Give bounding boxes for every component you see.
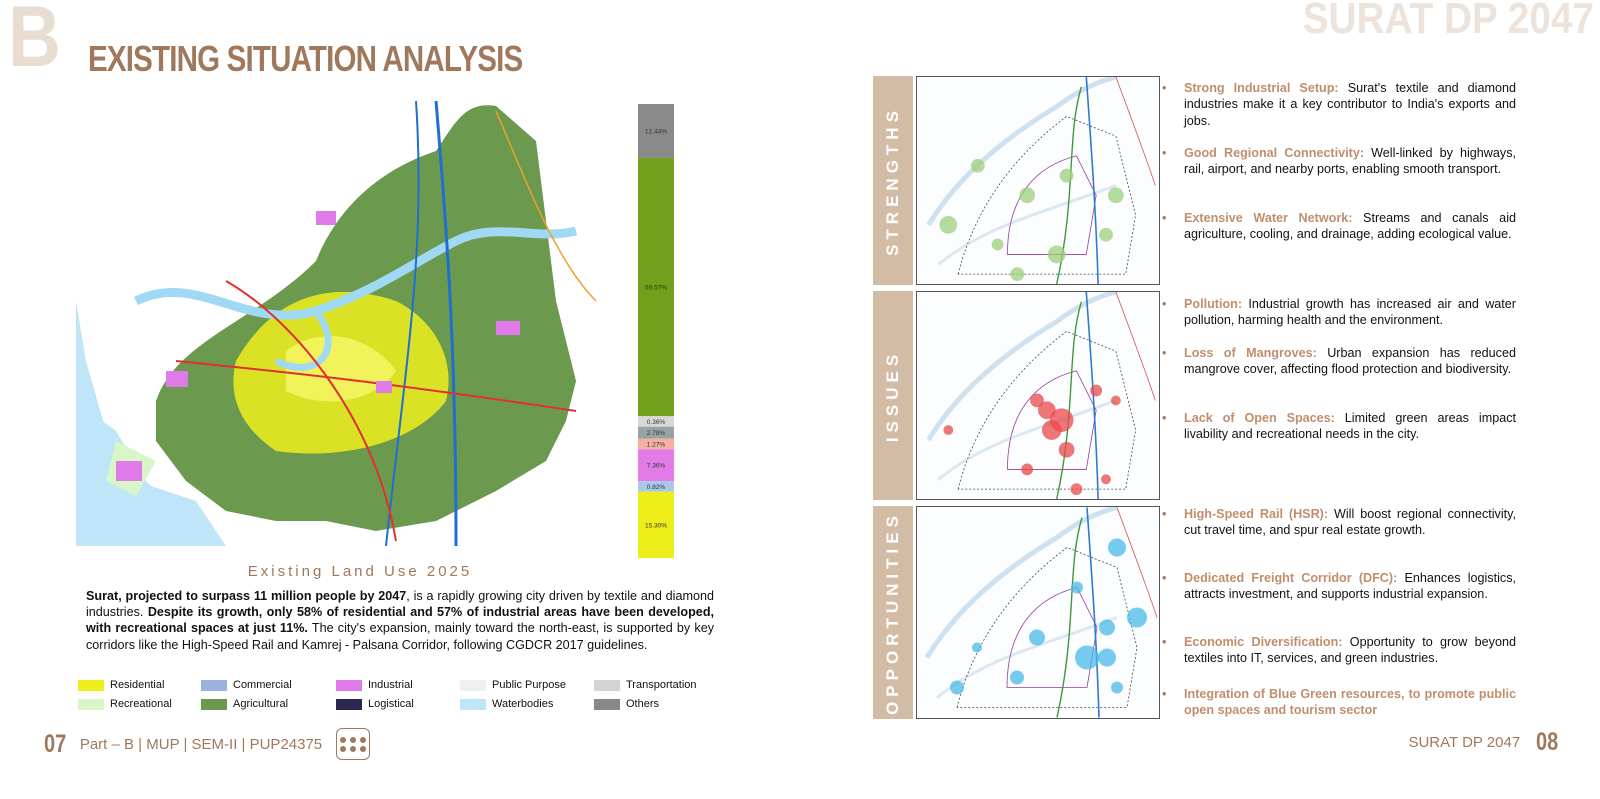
legend-label: Transportation (626, 679, 697, 691)
swot-map-strengths (916, 76, 1160, 285)
bullet-heading: Economic Diversification: (1184, 635, 1343, 649)
map-dot (1111, 682, 1123, 694)
swot-map-issues (916, 291, 1160, 500)
legend-swatch (594, 680, 620, 691)
swot-label: STRENGTHS (883, 105, 902, 256)
bullet-heading: Extensive Water Network: (1184, 211, 1353, 225)
bullet-text: Will boost regional connectivity, cut travel time, and spur real estate growth. (1184, 507, 1517, 538)
map-dot (1098, 649, 1116, 667)
map-dot (992, 239, 1004, 251)
map-dot (1127, 608, 1147, 628)
bar-segment-label: 0.82% (646, 483, 666, 491)
bullet-text: Surat's textile and diamond industries make it a key contributor to India's exports and jobs. (1184, 81, 1516, 128)
bar-segment-label: 59.57% (644, 284, 668, 292)
bullet-text: Well-linked by highways, rail, airport, and nearby ports, enabling smooth transport. (1184, 146, 1516, 177)
map-dot (1048, 246, 1066, 264)
map-dot (1050, 408, 1074, 432)
bullet-text: Industrial growth has increased air and water pollution, harming health and the environment. (1184, 297, 1516, 328)
legend-item (594, 679, 697, 691)
bullet-heading: Strong Industrial Setup: (1184, 81, 1339, 95)
bullet-heading: Integration of Blue Green resources, to promote public open spaces and tourism sector (1184, 687, 1516, 718)
bullet-heading: Pollution: (1184, 297, 1243, 311)
map-dot (1019, 187, 1035, 203)
legend-swatch (460, 680, 486, 691)
bullet-heading: Loss of Mangroves: (1184, 346, 1317, 360)
page-number-left: 07 (44, 729, 67, 758)
legend-label: Commercial (233, 679, 292, 691)
legend-item (460, 679, 566, 691)
legend-label: Residential (110, 679, 165, 691)
document-title: SURAT DP 2047 (1302, 0, 1594, 43)
map-dot (972, 643, 982, 653)
legend-swatch (336, 699, 362, 710)
page-title: EXISTING SITUATION ANALYSIS (88, 38, 523, 79)
map-dot (1059, 442, 1075, 458)
bar-segment-label: 7.36% (646, 462, 666, 470)
land-use-legend (78, 679, 718, 719)
legend-label: Others (626, 698, 660, 710)
bullet-text: Streams and canals aid agriculture, cooling, and drainage, adding ecological value. (1184, 211, 1516, 242)
map-dot (1010, 267, 1024, 281)
summary-paragraph (86, 588, 714, 653)
map-dot (1108, 539, 1126, 557)
legend-swatch (201, 699, 227, 710)
bar-segment-label: 1.27% (646, 441, 666, 449)
legend-item (336, 698, 414, 710)
legend-item (78, 698, 172, 710)
page-number-right: 08 (1536, 728, 1559, 756)
bullet-heading: Dedicated Freight Corridor (DFC): (1184, 571, 1398, 585)
bullet-text: Urban expansion has reduced mangrove cover, affecting flood protection and biodiversity. (1184, 346, 1516, 377)
bullet-text: Enhances logistics, attracts investment, and supports industrial expansion. (1184, 571, 1516, 602)
map-caption: Existing Land Use 2025 (247, 563, 473, 580)
bullet-heading: Lack of Open Spaces: (1184, 411, 1335, 425)
land-use-map (76, 101, 621, 546)
swot-band-opportunities (873, 506, 913, 719)
para-bold-2: Despite its growth, only 58% of residential and 57% of industrial areas have been developed, with recreational spaces at just 11%. (86, 605, 715, 636)
legend-label: Waterbodies (492, 698, 554, 710)
legend-item (201, 698, 288, 710)
legend-item (594, 698, 659, 710)
bar-segment-label: 0.36% (646, 418, 666, 426)
map-dot (950, 681, 964, 695)
para-bold-1: Surat, projected to surpass 11 million people by 2047 (86, 589, 407, 603)
map-dot (1010, 671, 1024, 685)
bullet-heading: Good Regional Connectivity: (1184, 146, 1365, 160)
swot-map-opportunities (916, 506, 1160, 719)
legend-swatch (460, 699, 486, 710)
swot-band-strengths (873, 76, 913, 285)
map-dot (1090, 385, 1102, 397)
map-dot (1108, 187, 1124, 203)
map-dot (1071, 483, 1083, 495)
legend-label: Recreational (110, 698, 172, 710)
bar-segment-label: 2.78% (646, 430, 666, 438)
legend-swatch (594, 699, 620, 710)
map-dot (939, 216, 957, 234)
map-dot (1099, 620, 1115, 636)
swot-label: OPPORTUNITIES (883, 510, 903, 715)
legend-swatch (78, 680, 104, 691)
map-dot (1075, 646, 1099, 670)
map-dot (943, 425, 953, 435)
legend-swatch (201, 680, 227, 691)
land-use-bar (638, 104, 674, 558)
swot-label: ISSUES (883, 349, 903, 442)
legend-label: Public Purpose (492, 679, 566, 691)
map-dot (1101, 474, 1111, 484)
bar-segment-label: 12.44% (644, 128, 668, 136)
map-dot (1060, 169, 1074, 183)
swot-band-issues (873, 291, 913, 500)
legend-swatch (336, 680, 362, 691)
map-dot (1029, 630, 1045, 646)
legend-label: Logistical (368, 698, 414, 710)
bar-segment-label: 15.30% (644, 522, 668, 530)
legend-label: Industrial (368, 679, 413, 691)
legend-item (78, 679, 164, 691)
para-text-2: The city's expansion, mainly toward the north-east, is supported by key corridors like the High-Speed Rail and Kamrej - Palsana Corridor, following CGDCR 2017 guidelines. (86, 621, 714, 652)
footer-left (44, 728, 370, 760)
legend-item (460, 698, 553, 710)
legend-swatch (78, 699, 104, 710)
legend-item (336, 679, 413, 691)
map-dot (1111, 396, 1121, 406)
footer-right (1400, 728, 1564, 757)
map-dot (953, 284, 973, 285)
map-dot (1071, 582, 1083, 594)
para-text-1: , is a rapidly growing city driven by textile and diamond industries. (86, 589, 714, 620)
map-dot (1021, 464, 1033, 476)
legend-label: Agricultural (233, 698, 289, 710)
dots-logo-icon (336, 728, 370, 760)
map-dot (971, 159, 985, 173)
bullet-heading: High-Speed Rail (HSR): (1184, 507, 1329, 521)
section-letter: B (8, 0, 61, 85)
footer-doc-title: SURAT DP 2047 (1408, 734, 1521, 751)
footer-course-text: Part – B | MUP | SEM-II | PUP24375 (79, 735, 323, 753)
map-dot (1099, 228, 1113, 242)
legend-item (201, 679, 292, 691)
bullet-text: Limited green areas impact livability and recreational needs in the city. (1184, 411, 1516, 442)
bullet-text: Opportunity to grow beyond textiles into IT, services, and green industries. (1184, 635, 1516, 666)
